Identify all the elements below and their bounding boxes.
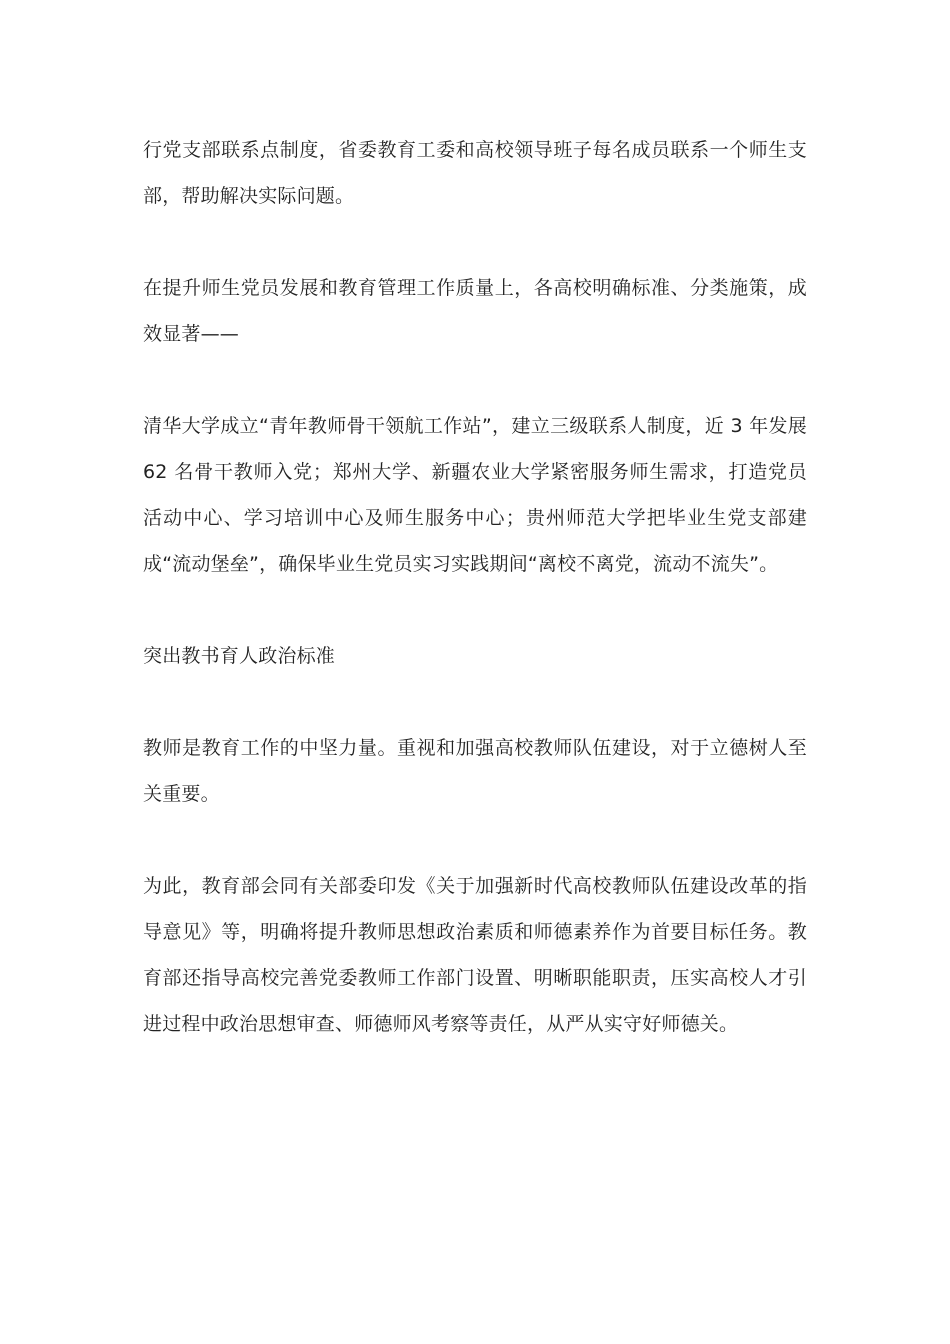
paragraph-teacher-importance: 教师是教育工作的中坚力量。重视和加强高校教师队伍建设，对于立德树人至关重要。	[143, 737, 807, 805]
paragraph-university-examples: 清华大学成立“青年教师骨干领航工作站”，建立三级联系人制度，近 3 年发展 62 名骨干教师入党；郑州大学、新疆农业大学紧密服务师生需求，打造党员活动中心、学习培训中心及师生服务中心；贵州师范大学把毕业生党支部建成“流动堡垒”，确保毕业生党员实习实践期间“离校不离党，流动不流失”。	[143, 415, 807, 575]
paragraph-ministry-guidance: 为此，教育部会同有关部委印发《关于加强新时代高校教师队伍建设改革的指导意见》等，明确将提升教师思想政治素质和师德素养作为首要目标任务。教育部还指导高校完善党委教师工作部门设置、明晰职能职责，压实高校人才引进过程中政治思想审查、师德师风考察等责任，从严从实守好师德关。	[143, 875, 807, 1035]
section-heading: 突出教书育人政治标准	[143, 645, 336, 667]
paragraph-member-development: 在提升师生党员发展和教育管理工作质量上，各高校明确标准、分类施策，成效显著——	[143, 277, 807, 345]
paragraph-branch-contact: 行党支部联系点制度，省委教育工委和高校领导班子每名成员联系一个师生支部，帮助解决实际问题。	[143, 139, 807, 207]
document-body	[143, 127, 807, 1093]
